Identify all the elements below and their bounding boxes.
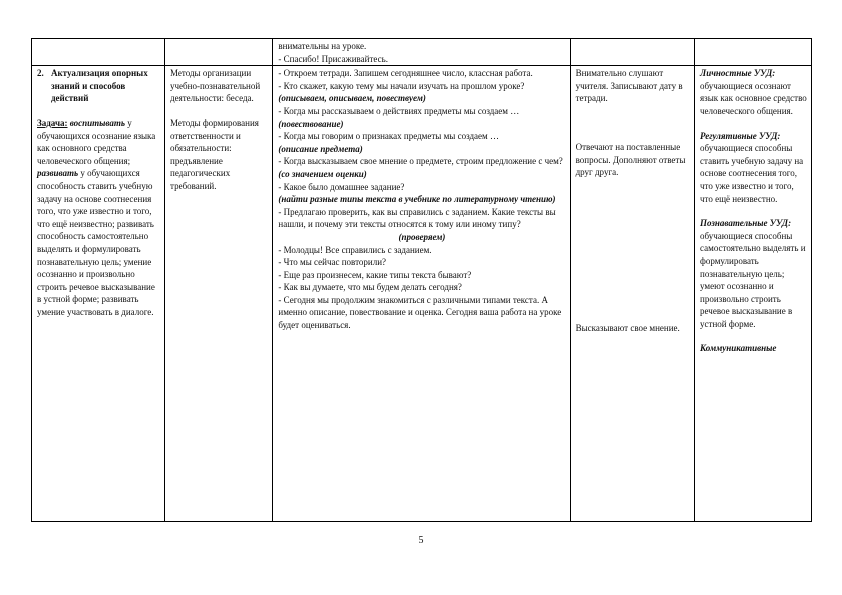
cell-uud [695, 66, 812, 522]
methods-group: Методы формирования ответственности и обязательности: предъявление педагогических требований. [170, 117, 259, 191]
teacher-line: - Как вы думаете, что мы будем делать сегодня? [278, 282, 462, 293]
teacher-line: - Кто скажет, какую тему мы начали изучать на прошлом уроке? [278, 80, 525, 91]
expected-answer: (описываем, описываем, повествуем) [278, 93, 426, 104]
expected-answer: (проверяем) [398, 231, 446, 242]
uud-personal [700, 67, 807, 117]
cell-students [570, 66, 694, 522]
teacher-line: - Откроем тетради. Запишем сегодняшнее число, классная работа. [278, 68, 533, 79]
teacher-line: - Когда мы говорим о признаках предметы мы создаем … [278, 131, 499, 142]
cell-stage [32, 66, 165, 522]
teacher-line: - Какое было домашнее задание? [278, 181, 405, 192]
stage-title [37, 67, 160, 105]
stage-number: 2. [37, 68, 44, 79]
cell-methods-empty [165, 39, 273, 66]
methods-group: Методы организации учебно-познавательной деятельности: беседа. [170, 68, 261, 104]
cell-methods [165, 66, 273, 522]
expected-answer: (со значением оценки) [278, 168, 367, 179]
cell-students-empty [570, 39, 694, 66]
task-text: у обучающихся способность ставить учебную задачу на основе соотнесения того, что уже известно и того, что ещё неизвестно; развивать способность самостоятельно выделять и формулировать познавательную цель; умение осознанно и произвольно строить речевое высказывание в устной форме; развивать умение участвовать в диалоге. [37, 168, 155, 317]
cell-uud-empty [695, 39, 812, 66]
stage-task [37, 117, 160, 319]
task-verb: воспитывать [69, 117, 125, 128]
table-row-continued [32, 39, 812, 66]
uud-title: Личностные УУД: [700, 68, 776, 79]
teacher-line: - Когда мы рассказываем о действиях предметы мы создаем … [278, 105, 520, 116]
uud-communicative-title: Коммуникативные [700, 343, 777, 354]
cell-teacher [273, 66, 570, 522]
teacher-line: - Что мы сейчас повторили? [278, 257, 386, 268]
task-text: у обучающихся осознание языка как основного средства человеческого общения; [37, 117, 156, 166]
lesson-plan-table [31, 38, 812, 522]
cell-stage-empty [32, 39, 165, 66]
students-activity: Высказывают свое мнение. [575, 322, 680, 333]
expected-answer: (найти разные типы текста в учебнике по литературному чтению) [278, 194, 556, 205]
stage-title-text: Актуализация опорных знаний и способов действий [51, 68, 148, 104]
uud-text: обучающиеся способны самостоятельно выделять и формулировать познавательную цель; умеют осознанно и произвольно строить речевое высказывание в устной форме. [700, 230, 806, 329]
page-number: 5 [418, 535, 424, 546]
task-label: Задача: [37, 117, 68, 128]
cell-teacher-continued [273, 39, 570, 66]
teacher-line: - Сегодня мы продолжим знакомиться с различными типами текста. А именно описание, повествование и оценка. Сегодня ваша работа на уроке будет оцениваться. [278, 294, 562, 331]
uud-text: обучающиеся осознают язык как основное средство человеческого общения. [700, 80, 807, 116]
expected-answer: (описание предмета) [278, 143, 363, 154]
teacher-line: - Когда высказываем свое мнение о предмете, строим предложение с чем? [278, 156, 563, 167]
uud-regulative [700, 130, 807, 206]
teacher-line: - Предлагаю проверить, как вы справились с заданием. Какие тексты вы нашли, и почему эти тексты относятся к тому или иному типу? [278, 206, 556, 230]
teacher-line: - Спасибо! Присаживайтесь. [278, 53, 388, 64]
task-verb: развивать [37, 168, 79, 179]
teacher-line: - Еще раз произнесем, какие типы текста бывают? [278, 269, 472, 280]
expected-answer: (повествование) [278, 118, 344, 129]
uud-title: Регулятивные УУД: [700, 130, 781, 141]
table-row-stage-2 [32, 66, 812, 522]
students-activity: Внимательно слушают учителя. Записывают дату в тетради. [575, 68, 683, 104]
students-activity: Отвечают на поставленные вопросы. Дополняют ответы друг друга. [575, 141, 686, 178]
uud-cognitive [700, 217, 807, 330]
uud-text: обучающиеся способны ставить учебную задачу на основе соотнесения того, что уже известно и того, что ещё неизвестно. [700, 143, 804, 204]
teacher-line: внимательны на уроке. [278, 41, 367, 51]
teacher-line: - Молодцы! Все справились с заданием. [278, 244, 432, 255]
uud-title: Познавательные УУД: [700, 218, 792, 229]
